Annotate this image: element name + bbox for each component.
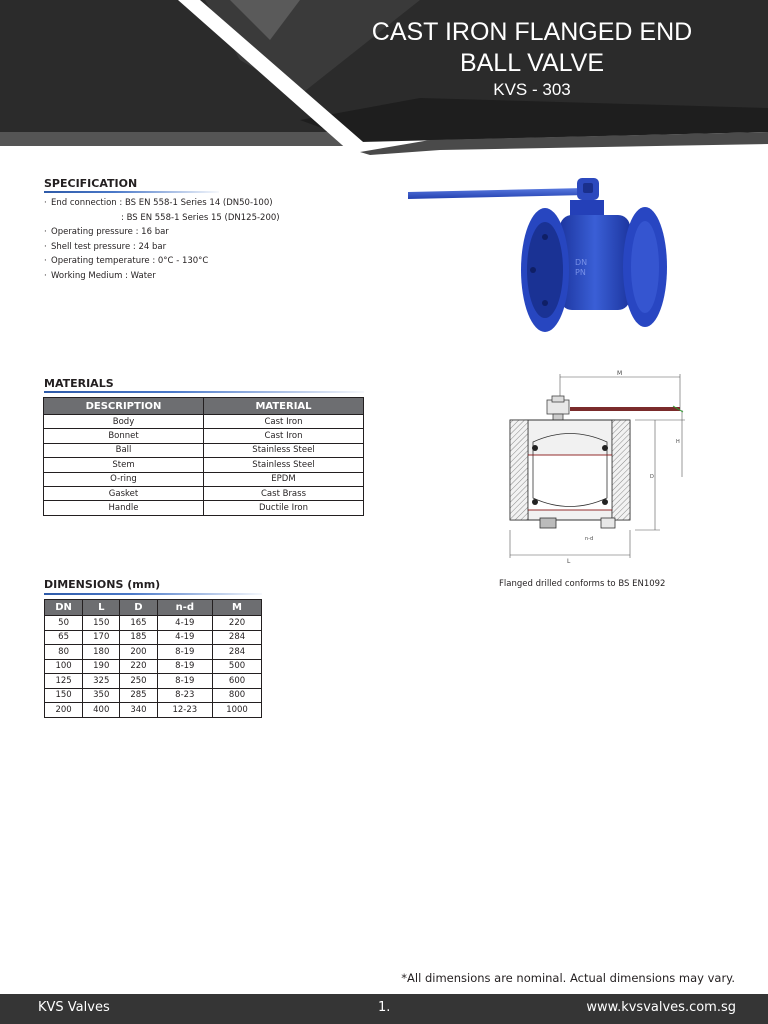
table-row: [45, 674, 262, 689]
materials-rule: [44, 391, 364, 393]
material-cell: Cast Iron: [204, 429, 364, 443]
valve-section-drawing: [495, 370, 695, 570]
part-cell: Body: [44, 415, 204, 429]
valve-product-image: [405, 175, 675, 335]
column-header-l: L: [83, 600, 120, 616]
part-cell: Handle: [44, 501, 204, 515]
table-row: [45, 659, 262, 674]
table-cell: 500: [213, 659, 262, 674]
table-cell: 220: [213, 616, 262, 631]
table-row: [44, 415, 364, 429]
dimension-label-l: L: [567, 558, 571, 565]
table-row: [44, 486, 364, 500]
table-cell: 400: [83, 703, 120, 718]
table-header-row: [44, 398, 364, 415]
column-header-d: D: [120, 600, 157, 616]
dimensions-rule: [44, 593, 262, 595]
table-cell: 165: [120, 616, 157, 631]
spec-item: · End connection : BS EN 558-1 Series 14 (DN50-100): [44, 198, 273, 208]
page-title-line1: CAST IRON FLANGED END: [371, 18, 693, 46]
material-cell: Stainless Steel: [204, 443, 364, 457]
column-header-m: M: [213, 600, 262, 616]
table-cell: 190: [83, 659, 120, 674]
table-cell: 340: [120, 703, 157, 718]
column-header-description: DESCRIPTION: [44, 398, 204, 415]
dimension-label-m: M: [617, 370, 623, 377]
column-header-nd: n-d: [157, 600, 213, 616]
part-cell: O-ring: [44, 472, 204, 486]
header-banner: [0, 0, 768, 155]
table-cell: 325: [83, 674, 120, 689]
part-cell: Bonnet: [44, 429, 204, 443]
table-cell: 4-19: [157, 630, 213, 645]
specification-rule: [44, 191, 219, 193]
table-row: [45, 703, 262, 718]
page-title-line2: BALL VALVE: [459, 49, 605, 77]
material-cell: Stainless Steel: [204, 458, 364, 472]
svg-text:PN: PN: [575, 268, 586, 277]
materials-table: [43, 397, 364, 516]
table-row: [45, 688, 262, 703]
dimensions-heading: DIMENSIONS (mm): [44, 578, 161, 591]
table-cell: 8-19: [157, 659, 213, 674]
table-cell: 220: [120, 659, 157, 674]
table-cell: 350: [83, 688, 120, 703]
table-row: [45, 645, 262, 660]
table-cell: 4-19: [157, 616, 213, 631]
table-cell: 1000: [213, 703, 262, 718]
materials-heading: MATERIALS: [44, 377, 114, 390]
dimensions-table: [44, 599, 262, 718]
spec-item: : BS EN 558-1 Series 15 (DN125-200): [121, 212, 280, 223]
column-header-material: MATERIAL: [204, 398, 364, 415]
footnote-disclaimer: *All dimensions are nominal. Actual dimensions may vary.: [401, 971, 735, 985]
table-cell: 600: [213, 674, 262, 689]
table-cell: 250: [120, 674, 157, 689]
part-cell: Gasket: [44, 486, 204, 500]
dimension-label-h: H: [676, 439, 680, 445]
footer-website-link[interactable]: www.kvsvalves.com.sg: [586, 1000, 736, 1015]
table-cell: 150: [83, 616, 120, 631]
model-number: KVS - 303: [493, 80, 571, 99]
material-cell: Ductile Iron: [204, 501, 364, 515]
table-cell: 284: [213, 645, 262, 660]
dimension-label-d: D: [650, 474, 654, 480]
material-cell: EPDM: [204, 472, 364, 486]
specification-heading: SPECIFICATION: [44, 177, 138, 190]
table-cell: 8-19: [157, 645, 213, 660]
table-cell: 65: [45, 630, 83, 645]
footer-bar: [0, 994, 768, 1024]
table-cell: 150: [45, 688, 83, 703]
drawing-caption: Flanged drilled conforms to BS EN1092: [499, 579, 666, 589]
part-cell: Stem: [44, 458, 204, 472]
table-row: [44, 443, 364, 457]
table-row: [44, 458, 364, 472]
table-cell: 12-23: [157, 703, 213, 718]
table-cell: 200: [120, 645, 157, 660]
table-row: [45, 630, 262, 645]
table-cell: 125: [45, 674, 83, 689]
table-cell: 170: [83, 630, 120, 645]
table-cell: 180: [83, 645, 120, 660]
specification-list: [44, 196, 280, 284]
table-row: [44, 429, 364, 443]
part-cell: Ball: [44, 443, 204, 457]
table-row: [44, 472, 364, 486]
dimension-label-nd: n-d: [585, 536, 594, 542]
spec-item: · Operating temperature : 0°C - 130°C: [44, 256, 209, 267]
footer-company: KVS Valves: [38, 1000, 110, 1015]
table-cell: 50: [45, 616, 83, 631]
table-cell: 200: [45, 703, 83, 718]
table-cell: 285: [120, 688, 157, 703]
table-cell: 185: [120, 630, 157, 645]
table-cell: 8-19: [157, 674, 213, 689]
table-header-row: [45, 600, 262, 616]
spec-item: · Operating pressure : 16 bar: [44, 227, 169, 238]
table-row: [44, 501, 364, 515]
table-cell: 800: [213, 688, 262, 703]
table-row: [45, 616, 262, 631]
material-cell: Cast Brass: [204, 486, 364, 500]
spec-item: · Working Medium : Water: [44, 270, 156, 281]
table-cell: 8-23: [157, 688, 213, 703]
footer-page-number: 1.: [378, 1000, 391, 1015]
svg-text:DN: DN: [575, 258, 588, 267]
material-cell: Cast Iron: [204, 415, 364, 429]
table-cell: 100: [45, 659, 83, 674]
table-cell: 284: [213, 630, 262, 645]
table-cell: 80: [45, 645, 83, 660]
spec-item: · Shell test pressure : 24 bar: [44, 241, 167, 252]
column-header-dn: DN: [45, 600, 83, 616]
